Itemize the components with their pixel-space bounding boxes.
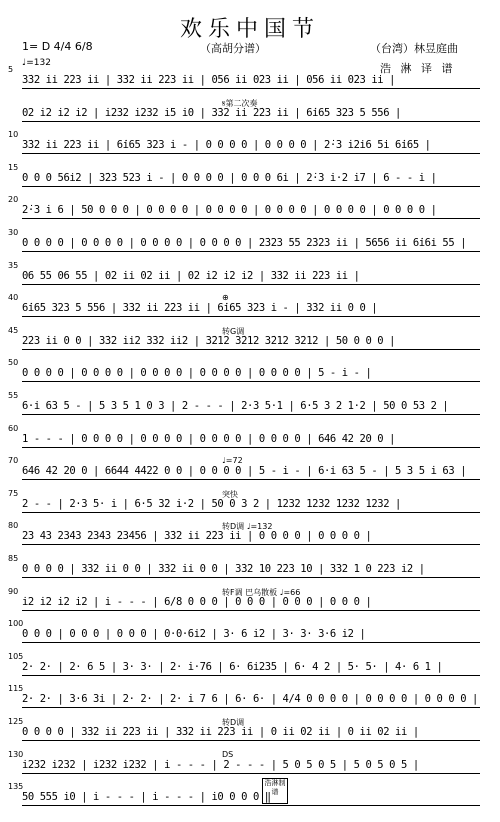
- score-line: [8, 391, 482, 424]
- underline: [22, 121, 480, 122]
- notation-text: 0 0 0 0 | 3̇32 i̇i 0 0 | 3̇32 i̇i 0 0 | 3̇32 10 2̇23 10 | 3̇32 1 0 2̇23 i̇2 |: [22, 563, 425, 575]
- score-line: [8, 162, 482, 196]
- notation-text: 50 555 i̇0 | i̇ - - - | i̇ - - - | i̇0 0 0 0 ‖: [22, 791, 271, 804]
- measure-number: 70: [8, 456, 19, 466]
- notation-text: 6̇i65 323 5 556 | 3̇32 i̇i 2̇23 i̇i | 6̇i65 323 i̇ - | 3̇32 i̇i 0 0 |: [22, 302, 378, 315]
- underline: [22, 675, 480, 676]
- measure-number: 5: [8, 65, 14, 74]
- underline: [22, 610, 480, 611]
- score-line: [8, 130, 482, 163]
- underline: [22, 512, 480, 513]
- measure-number: 40: [8, 293, 19, 303]
- score-line: [8, 521, 482, 554]
- performance-mark: ♩=72: [222, 456, 243, 466]
- notation-text: 2 - - | 2·3 5· i̇ | 6·5 32 i̇·2 | 50 0 3 2 | 1232 1232 1232 1232 |: [22, 497, 401, 510]
- underline: [22, 153, 480, 154]
- underline: [22, 479, 480, 480]
- underline: [22, 349, 480, 350]
- notation-text: i̇232 i̇232 | i̇232 i̇232 | i̇ - - - | 2 - - - | 5 0 5 0 5 | 5 0 5 0 5 |: [22, 758, 419, 771]
- measure-number: 30: [8, 228, 19, 237]
- measure-number: 60: [8, 423, 19, 433]
- notation-text: 2· 2· | 3·6 3i | 2· 2· | 2· i̇ 7 6 | 6· 6· | 4/4 0 0 0 0 | 0 0 0 0 | 0 0 0 0 |: [22, 693, 478, 706]
- underline: [22, 577, 480, 578]
- measure-number: 105: [8, 651, 24, 661]
- stamp: 浩淋制谱: [262, 778, 288, 804]
- underline: [22, 740, 480, 741]
- score-line: [8, 195, 482, 228]
- score-line: [8, 325, 482, 359]
- measure-number: 55: [8, 391, 19, 400]
- score-line: [8, 260, 482, 294]
- underline: [22, 186, 480, 187]
- performance-mark: 转D调: [222, 718, 245, 727]
- score-line: [8, 749, 482, 783]
- measure-number: 45: [8, 325, 19, 335]
- underline: [22, 707, 480, 708]
- performance-mark: 转D调 ♩=132: [222, 522, 273, 532]
- performance-mark: 转G调: [222, 326, 245, 336]
- score-line: [8, 228, 482, 261]
- score-line: [8, 651, 482, 685]
- notation-text: i̇2 i̇2 i̇2 i̇2 | i̇ - - - | 6/8 0 0 0 | 0 0 0 | 0 0 0 | 0 0 0 |: [22, 595, 372, 608]
- measure-number: 75: [8, 488, 19, 498]
- underline: [22, 447, 480, 448]
- score-line: [8, 684, 482, 717]
- measure-number: 20: [8, 195, 19, 205]
- score-line: [8, 488, 482, 522]
- measure-number: 85: [8, 554, 19, 563]
- measure-number: 80: [8, 521, 19, 531]
- score-line: [22, 98, 482, 131]
- performance-mark: ⊕: [222, 293, 229, 303]
- page-title: 欢乐中国节: [179, 17, 320, 42]
- score-line: [8, 358, 482, 391]
- score-line: [8, 293, 482, 326]
- underline: [22, 88, 480, 89]
- score-line: [8, 423, 482, 457]
- underline: [22, 773, 480, 774]
- measure-number: 10: [8, 130, 19, 140]
- underline: [22, 381, 480, 382]
- subtitle: （高胡分谱）: [200, 42, 266, 55]
- measure-number: 100: [8, 619, 24, 629]
- notation-text: 2̇23 i̇i 0 0 | 3̇32 i̇i2 3̇32 i̇i2 | 3̇212 3̇212 3̇212 3̇212 | 50 0 0 0 |: [22, 334, 396, 347]
- underline: [22, 544, 480, 545]
- notation-text: 6·i 63 5 - | 5 3 5 1 0 3 | 2 - - - | 2·3 5·1 | 6·5 3 2 1·2 | 50 0 53 2 |: [22, 400, 449, 412]
- measure-number: 35: [8, 260, 19, 270]
- notation-text: 0 0 0 | 0 0 0 | 0 0 0 | 0·0·6i2 | 3· 6 i̇2 | 3· 3· 3·6 i̇2 |: [22, 628, 366, 641]
- notation-text: 1 - - - | 0 0 0 0 | 0 0 0 0 | 0 0 0 0 | 0 0 0 0 | 646 42 20 0 |: [22, 432, 396, 445]
- measure-number: 50: [8, 358, 19, 368]
- measure-number: 115: [8, 684, 24, 694]
- underline: [22, 316, 480, 317]
- notation-text: 2̇·3 i̇ 6 | 50 0 0 0 | 0 0 0 0 | 0 0 0 0 | 0 0 0 0 | 0 0 0 0 | 0 0 0 0 |: [22, 204, 437, 217]
- notation-text: 646 42 20 0 | 6644 4422 0 0 | 0 0 0 0 | 5 - i̇ - | 6·i 63 5 - | 5 3 5 i̇ 63 |: [22, 465, 467, 478]
- score-line: [8, 586, 482, 620]
- score-line: [8, 619, 482, 652]
- score-line: [8, 717, 482, 750]
- underline: [22, 642, 480, 643]
- underline: [22, 251, 480, 252]
- measure-number: 135: [8, 782, 24, 792]
- performance-mark: 转F调 巴乌散板 ♩=66: [222, 587, 301, 597]
- performance-mark: DS: [222, 749, 234, 759]
- performance-mark: 突快: [222, 489, 238, 499]
- notation-text: 0 0 0 0 | 0 0 0 0 | 0 0 0 0 | 0 0 0 0 | 0 0 0 0 | 5 - i̇ - |: [22, 367, 372, 380]
- measure-number: 90: [8, 586, 19, 596]
- underline: [22, 414, 480, 415]
- notation-text: 3̇32 i̇i 2̇23 i̇i | 3̇32 i̇i 2̇23 i̇i | 056 i̇i 0̇23 i̇i | 056 i̇i 0̇23 i̇i |: [22, 74, 396, 86]
- measure-number: 130: [8, 749, 24, 759]
- key-signature: 1= D 4/4 6/8: [22, 40, 93, 53]
- notation-text: 3̇32 i̇i 2̇23 i̇i | 6̇i65 323 i̇ - | 0 0 0 0 | 0 0 0 0 | 2̇·3 i̇2i6 5i 6̇i65 |: [22, 139, 431, 152]
- notation-text: 23 43 2343 2343 23456 | 3̇32 i̇i 2̇23 i̇i | 0 0 0 0 | 0 0 0 0 |: [22, 530, 372, 543]
- notation-text: 0 0 0 0 | 0 0 0 0 | 0 0 0 0 | 0 0 0 0 | 2̇323 55 2̇323 i̇i | 5656 i̇i 6̇i6i 55 |: [22, 237, 467, 249]
- underline: [22, 805, 480, 806]
- performance-mark: 𝄋第二次奏: [222, 98, 258, 108]
- tempo-mark: ♩=132: [22, 58, 51, 68]
- measure-number: 15: [8, 162, 19, 172]
- notation-text: 02 i̇2 i̇2 i̇2 | i̇232 i̇232 i̇5 i̇0 | 3̇32 i̇i 2̇23 i̇i | 6̇i65 323 5 556 |: [22, 106, 401, 119]
- score-line: [8, 554, 482, 587]
- underline: [22, 284, 480, 285]
- composer: （台湾）林昱庭曲: [370, 42, 458, 55]
- notation-text: 0 0 0 0 | 3̇32 i̇i 2̇23 i̇i | 3̇32 i̇i 2̇23 i̇i | 0 i̇i 02 i̇i | 0 i̇i 02 i̇i |: [22, 726, 419, 738]
- score-line: [8, 456, 482, 489]
- measure-number: 125: [8, 717, 24, 726]
- underline: [22, 218, 480, 219]
- notation-text: 2· 2· | 2· 6 5 | 3· 3· | 2· i̇·76 | 6· 6i235 | 6· 4 2 | 5· 5· | 4· 6 1 |: [22, 660, 443, 673]
- arranger: 浩 淋 译 谱: [380, 62, 456, 75]
- notation-text: 0 0 0 56i2 | 3̇23 5̇23 i̇ - | 0 0 0 0 | 0 0 0 6i | 2̇·3 i̇·2 i̇7 | 6 - - i̇ |: [22, 171, 437, 184]
- notation-text: 06 55 06 55 | 02 i̇i 02 i̇i | 02 i̇2 i̇2 i̇2 | 3̇32 i̇i 2̇23 i̇i |: [22, 269, 360, 282]
